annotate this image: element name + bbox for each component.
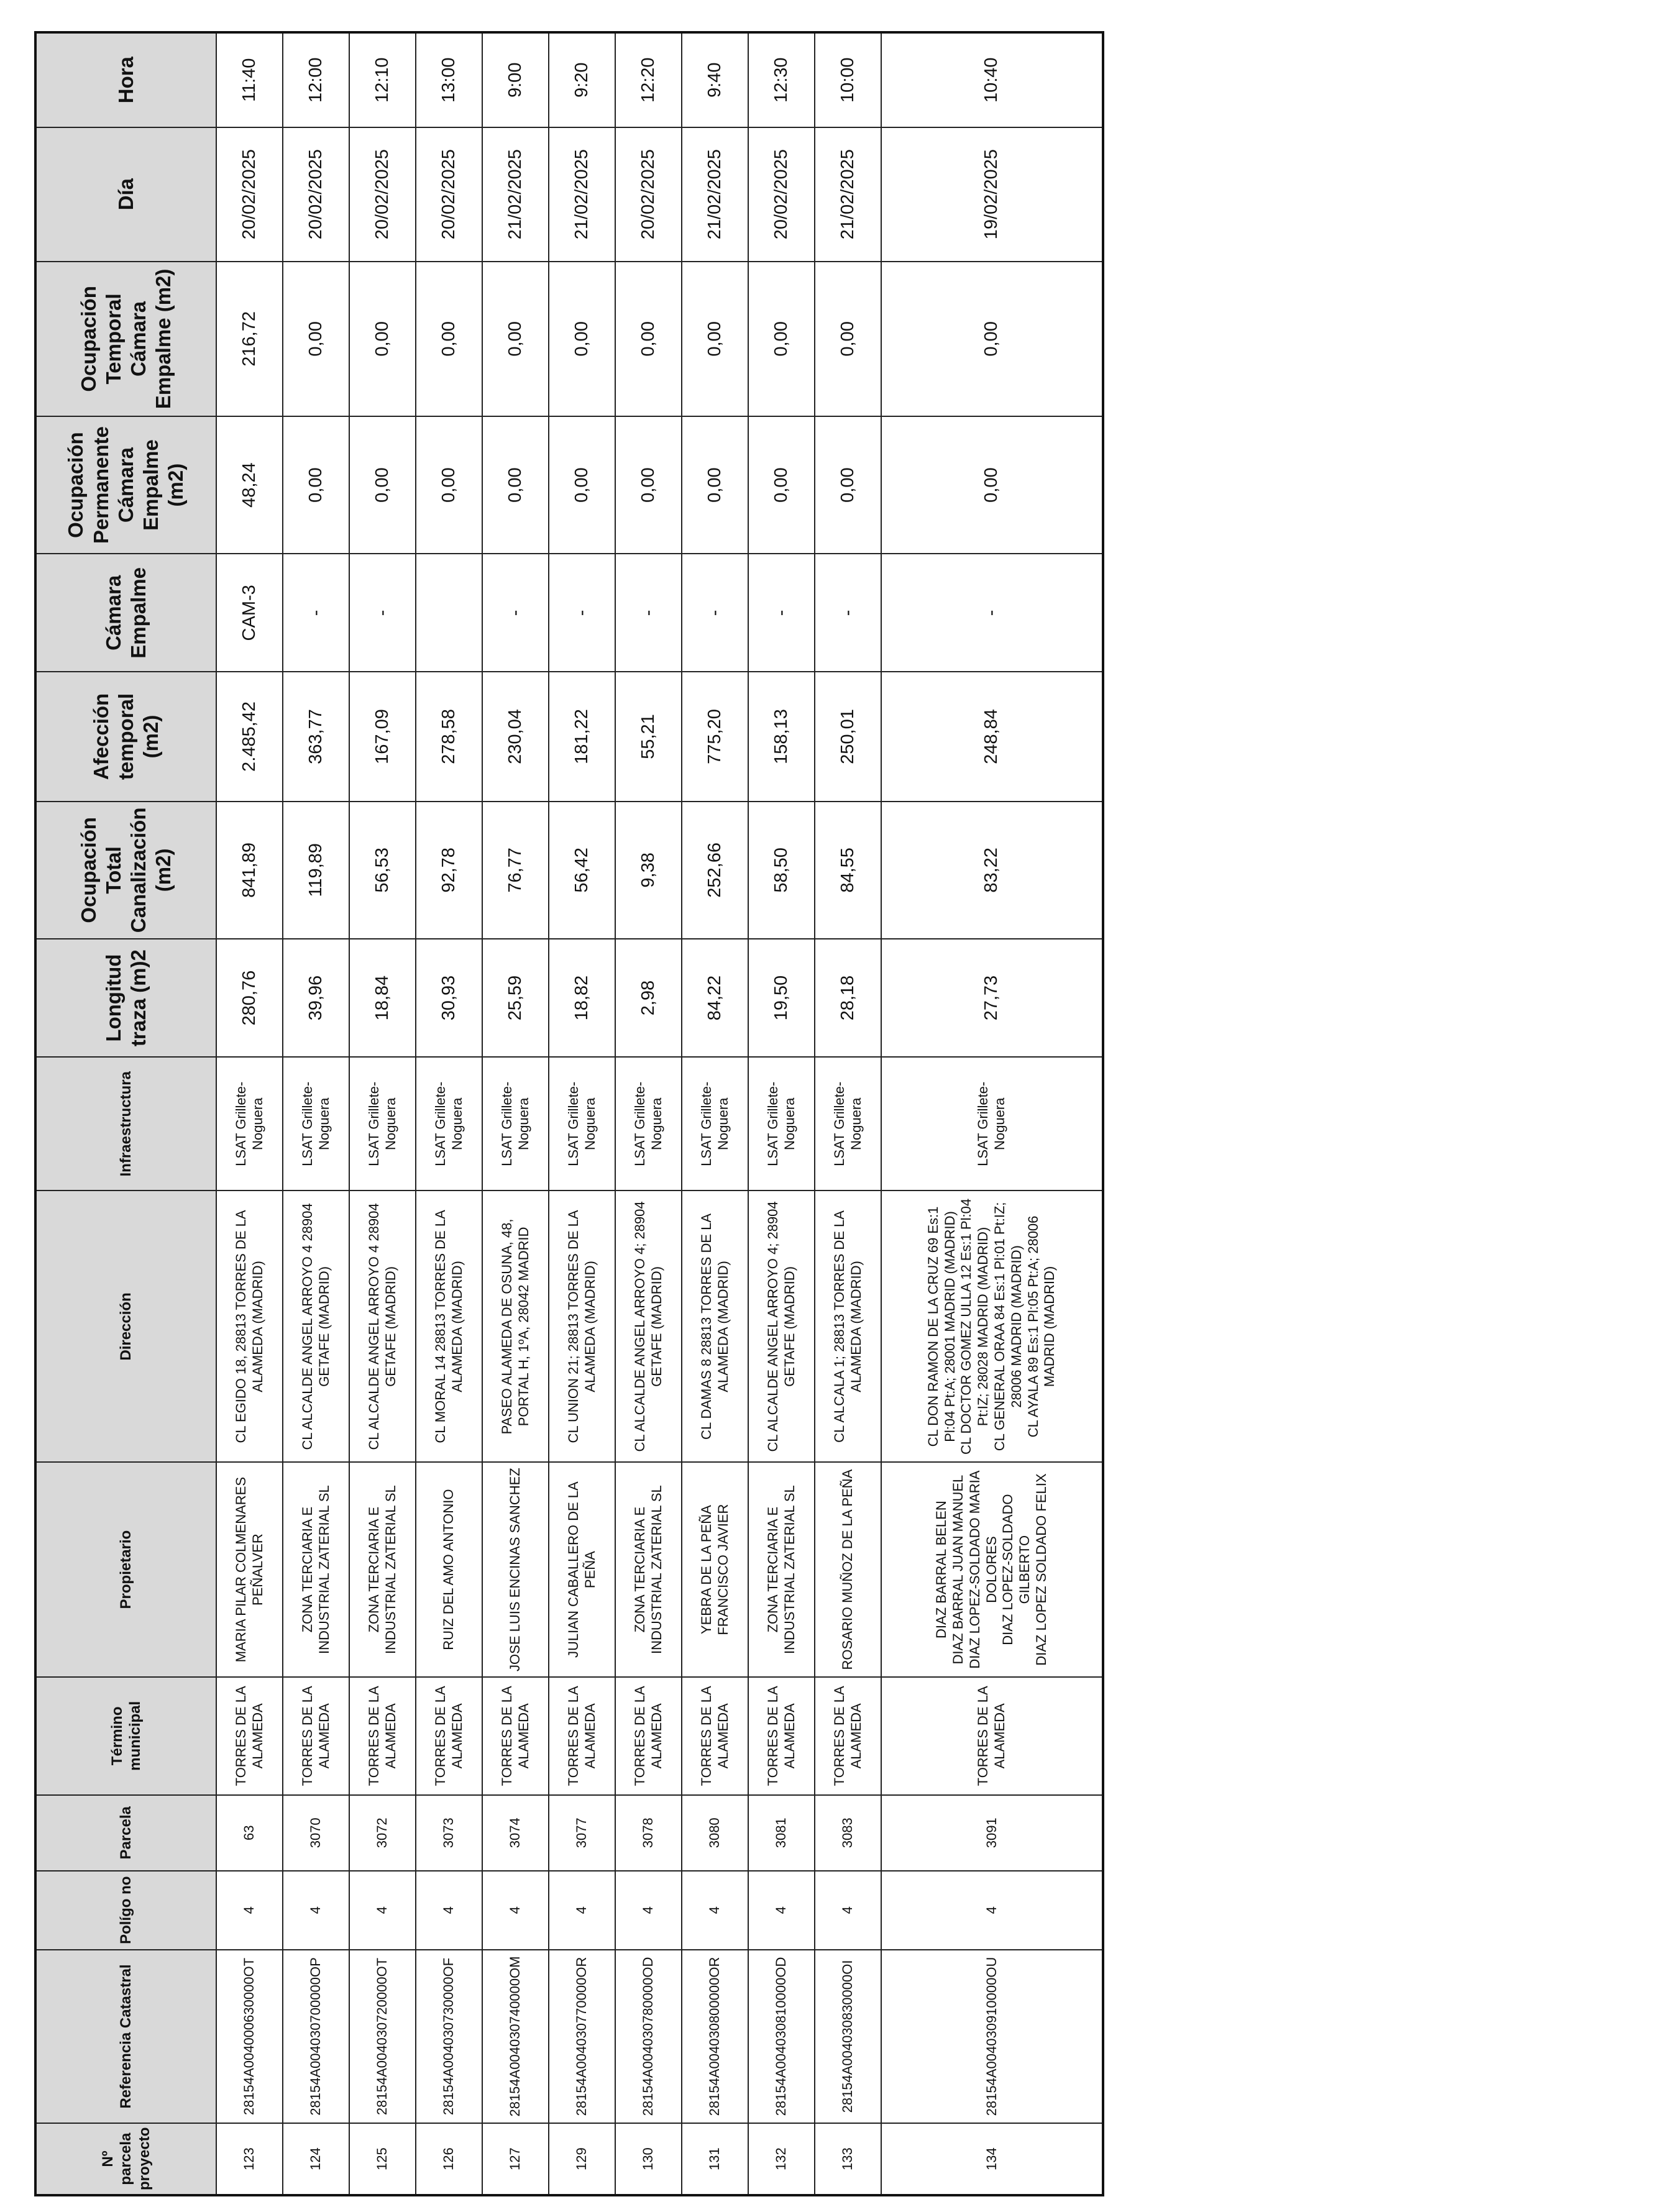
table-row — [416, 32, 482, 2195]
cell-ocupacion-permanente: 0,00 — [283, 416, 349, 554]
cell-hora: 12:10 — [349, 32, 416, 127]
cell-camara: CAM-3 — [216, 554, 283, 672]
cell-referencia: 28154A004000630000OT — [216, 1950, 283, 2123]
cell-hora: 9:40 — [682, 32, 748, 127]
cell-afeccion: 167,09 — [349, 672, 416, 801]
cell-direccion: CL ALCALDE ANGEL ARROYO 4 28904 GETAFE (MADRID) — [283, 1191, 349, 1463]
cell-ocupacion-total: 84,55 — [815, 802, 881, 939]
cell-longitud: 18,84 — [349, 939, 416, 1057]
table-header-row — [35, 32, 216, 2195]
cell-dia: 20/02/2025 — [748, 127, 815, 262]
cell-parcela: 3073 — [416, 1795, 482, 1871]
cell-hora: 13:00 — [416, 32, 482, 127]
cell-referencia: 28154A004030720000OT — [349, 1950, 416, 2123]
cell-termino: TORRES DE LA ALAMEDA — [682, 1677, 748, 1795]
owner-line: DIAZ BARRAL JUAN MANUEL — [950, 1474, 966, 1665]
cell-parcela: 3072 — [349, 1795, 416, 1871]
cell-hora: 12:30 — [748, 32, 815, 127]
cell-ocupacion-temporal: 216,72 — [216, 262, 283, 416]
cell-ocupacion-temporal: 0,00 — [615, 262, 682, 416]
cell-direccion — [881, 1191, 1103, 1463]
cell-parcela: 3081 — [748, 1795, 815, 1871]
cell-n-parcela: 127 — [482, 2123, 549, 2195]
table-row — [881, 32, 1103, 2195]
cell-n-parcela: 130 — [615, 2123, 682, 2195]
cell-n-parcela: 124 — [283, 2123, 349, 2195]
cell-termino: TORRES DE LA ALAMEDA — [748, 1677, 815, 1795]
document-page — [34, 31, 1088, 2196]
cell-camara: - — [748, 554, 815, 672]
cell-dia: 19/02/2025 — [881, 127, 1103, 262]
cell-dia: 21/02/2025 — [549, 127, 615, 262]
cell-ocupacion-temporal: 0,00 — [549, 262, 615, 416]
cell-termino: TORRES DE LA ALAMEDA — [549, 1677, 615, 1795]
cell-propietario: MARIA PILAR COLMENARES PEÑALVER — [216, 1462, 283, 1676]
cell-poligono: 4 — [216, 1871, 283, 1950]
header-referencia: Referencia Catastral — [35, 1950, 216, 2123]
cell-ocupacion-temporal: 0,00 — [748, 262, 815, 416]
table-row — [549, 32, 615, 2195]
cell-n-parcela: 125 — [349, 2123, 416, 2195]
cell-ocupacion-temporal: 0,00 — [881, 262, 1103, 416]
address-line: CL AYALA 89 Es:1 Pl:05 Pt:A; 28006 MADRID (MADRID) — [1025, 1215, 1058, 1438]
cell-afeccion: 775,20 — [682, 672, 748, 801]
table-row — [748, 32, 815, 2195]
cell-ocupacion-total: 83,22 — [881, 802, 1103, 939]
header-ocupacion-permanente: Ocupación Permanente Cámara Empalme (m2) — [35, 416, 216, 554]
table-row — [482, 32, 549, 2195]
cell-afeccion: 55,21 — [615, 672, 682, 801]
cell-afeccion: 278,58 — [416, 672, 482, 801]
table-row — [283, 32, 349, 2195]
address-line: CL GENERAL ORAA 84 Es:1 Pl:01 Pt:IZ; 28006 MADRID (MADRID) — [992, 1202, 1024, 1451]
cell-propietario: YEBRA DE LA PEÑA FRANCISCO JAVIER — [682, 1462, 748, 1676]
cell-n-parcela: 134 — [881, 2123, 1103, 2195]
cell-referencia: 28154A004030800000OR — [682, 1950, 748, 2123]
header-ocupacion-total: Ocupación Total Canalización (m2) — [35, 802, 216, 939]
cell-ocupacion-permanente: 0,00 — [682, 416, 748, 554]
cell-longitud: 25,59 — [482, 939, 549, 1057]
cell-ocupacion-total: 92,78 — [416, 802, 482, 939]
header-infraestructura: Infraestructura — [35, 1057, 216, 1191]
cell-hora: 10:00 — [815, 32, 881, 127]
cell-propietario: ZONA TERCIARIA E INDUSTRIAL ZATERIAL SL — [349, 1462, 416, 1676]
header-ocupacion-temporal: Ocupación Temporal Cámara Empalme (m2) — [35, 262, 216, 416]
owner-line: DIAZ LOPEZ-SOLDADO MARIA DOLORES — [966, 1470, 999, 1669]
cell-termino: TORRES DE LA ALAMEDA — [615, 1677, 682, 1795]
cell-dia: 20/02/2025 — [349, 127, 416, 262]
cell-camara: - — [815, 554, 881, 672]
cell-referencia: 28154A004030700000OP — [283, 1950, 349, 2123]
cell-afeccion: 181,22 — [549, 672, 615, 801]
cell-dia: 21/02/2025 — [682, 127, 748, 262]
cell-propietario: RUIZ DEL AMO ANTONIO — [416, 1462, 482, 1676]
cell-ocupacion-permanente: 0,00 — [482, 416, 549, 554]
cell-n-parcela: 131 — [682, 2123, 748, 2195]
cell-referencia: 28154A004030770000OR — [549, 1950, 615, 2123]
cell-direccion: CL EGIDO 18, 28813 TORRES DE LA ALAMEDA (MADRID) — [216, 1191, 283, 1463]
cell-afeccion: 230,04 — [482, 672, 549, 801]
owner-line: DIAZ BARRAL BELEN — [933, 1501, 950, 1638]
cell-ocupacion-permanente: 0,00 — [349, 416, 416, 554]
cell-camara — [416, 554, 482, 672]
cell-dia: 21/02/2025 — [815, 127, 881, 262]
cell-ocupacion-permanente: 0,00 — [881, 416, 1103, 554]
cell-ocupacion-total: 58,50 — [748, 802, 815, 939]
header-dia: Día — [35, 127, 216, 262]
cell-direccion: CL ALCALDE ANGEL ARROYO 4 28904 GETAFE (MADRID) — [349, 1191, 416, 1463]
cell-infraestructura: LSAT Grillete-Noguera — [416, 1057, 482, 1191]
cell-n-parcela: 123 — [216, 2123, 283, 2195]
cell-poligono: 4 — [682, 1871, 748, 1950]
cell-ocupacion-temporal: 0,00 — [815, 262, 881, 416]
cell-longitud: 84,22 — [682, 939, 748, 1057]
cell-hora: 12:00 — [283, 32, 349, 127]
cell-camara: - — [881, 554, 1103, 672]
header-camara: Cámara Empalme — [35, 554, 216, 672]
cell-camara: - — [615, 554, 682, 672]
cell-infraestructura: LSAT Grillete-Noguera — [349, 1057, 416, 1191]
table-row — [815, 32, 881, 2195]
cell-ocupacion-permanente: 0,00 — [615, 416, 682, 554]
cell-infraestructura: LSAT Grillete-Noguera — [549, 1057, 615, 1191]
cell-direccion: CL DAMAS 8 28813 TORRES DE LA ALAMEDA (MADRID) — [682, 1191, 748, 1463]
cell-ocupacion-permanente: 0,00 — [549, 416, 615, 554]
cell-hora: 9:20 — [549, 32, 615, 127]
cell-afeccion: 363,77 — [283, 672, 349, 801]
cell-parcela: 3083 — [815, 1795, 881, 1871]
cell-longitud: 28,18 — [815, 939, 881, 1057]
cell-ocupacion-temporal: 0,00 — [482, 262, 549, 416]
cell-parcela: 3070 — [283, 1795, 349, 1871]
cell-n-parcela: 129 — [549, 2123, 615, 2195]
table-row — [349, 32, 416, 2195]
header-hora: Hora — [35, 32, 216, 127]
cell-parcela: 3077 — [549, 1795, 615, 1871]
header-direccion: Dirección — [35, 1191, 216, 1463]
table-row — [216, 32, 283, 2195]
cell-infraestructura: LSAT Grillete-Noguera — [881, 1057, 1103, 1191]
cell-hora: 10:40 — [881, 32, 1103, 127]
cell-termino: TORRES DE LA ALAMEDA — [349, 1677, 416, 1795]
cell-dia: 21/02/2025 — [482, 127, 549, 262]
cell-referencia: 28154A004030810000OD — [748, 1950, 815, 2123]
cell-hora: 12:20 — [615, 32, 682, 127]
cell-termino: TORRES DE LA ALAMEDA — [216, 1677, 283, 1795]
cell-ocupacion-permanente: 0,00 — [416, 416, 482, 554]
cell-referencia: 28154A004030740000OM — [482, 1950, 549, 2123]
cell-poligono: 4 — [482, 1871, 549, 1950]
cell-direccion: CL ALCALA 1; 28813 TORRES DE LA ALAMEDA (MADRID) — [815, 1191, 881, 1463]
cell-n-parcela: 133 — [815, 2123, 881, 2195]
cell-referencia: 28154A004030730000OF — [416, 1950, 482, 2123]
cell-ocupacion-permanente: 0,00 — [748, 416, 815, 554]
cell-longitud: 18,82 — [549, 939, 615, 1057]
cell-ocupacion-permanente: 0,00 — [815, 416, 881, 554]
cell-direccion: CL MORAL 14 28813 TORRES DE LA ALAMEDA (MADRID) — [416, 1191, 482, 1463]
cell-poligono: 4 — [283, 1871, 349, 1950]
cell-referencia: 28154A004030910000OU — [881, 1950, 1103, 2123]
table-row — [682, 32, 748, 2195]
cell-termino: TORRES DE LA ALAMEDA — [881, 1677, 1103, 1795]
cell-ocupacion-total: 119,89 — [283, 802, 349, 939]
header-termino: Término municipal — [35, 1677, 216, 1795]
cell-infraestructura: LSAT Grillete-Noguera — [748, 1057, 815, 1191]
cell-propietario: JOSE LUIS ENCINAS SANCHEZ — [482, 1462, 549, 1676]
cell-infraestructura: LSAT Grillete-Noguera — [482, 1057, 549, 1191]
cell-longitud: 19,50 — [748, 939, 815, 1057]
cell-poligono: 4 — [815, 1871, 881, 1950]
cell-ocupacion-permanente: 48,24 — [216, 416, 283, 554]
cell-parcela: 3091 — [881, 1795, 1103, 1871]
header-parcela: Parcela — [35, 1795, 216, 1871]
cell-afeccion: 2.485,42 — [216, 672, 283, 801]
cell-parcela: 3078 — [615, 1795, 682, 1871]
address-line: CL DON RAMON DE LA CRUZ 69 Es:1 Pl:04 Pt:A; 28001 MADRID (MADRID) — [925, 1206, 958, 1447]
cell-poligono: 4 — [549, 1871, 615, 1950]
cell-infraestructura: LSAT Grillete-Noguera — [682, 1057, 748, 1191]
cell-dia: 20/02/2025 — [216, 127, 283, 262]
cell-dia: 20/02/2025 — [615, 127, 682, 262]
cell-camara: - — [283, 554, 349, 672]
cell-direccion: CL UNION 21; 28813 TORRES DE LA ALAMEDA (MADRID) — [549, 1191, 615, 1463]
header-poligono: Polígo no — [35, 1871, 216, 1950]
cell-termino: TORRES DE LA ALAMEDA — [283, 1677, 349, 1795]
cell-longitud: 30,93 — [416, 939, 482, 1057]
cell-ocupacion-total: 56,53 — [349, 802, 416, 939]
cell-camara: - — [482, 554, 549, 672]
cell-afeccion: 250,01 — [815, 672, 881, 801]
cell-direccion: CL ALCALDE ANGEL ARROYO 4; 28904 GETAFE (MADRID) — [748, 1191, 815, 1463]
cell-propietario: ZONA TERCIARIA E INDUSTRIAL ZATERIAL SL — [283, 1462, 349, 1676]
cell-propietario — [881, 1462, 1103, 1676]
cell-longitud: 39,96 — [283, 939, 349, 1057]
cell-poligono: 4 — [349, 1871, 416, 1950]
cell-referencia: 28154A004030780000OD — [615, 1950, 682, 2123]
header-longitud: Longitud traza (m)2 — [35, 939, 216, 1057]
cell-parcela: 63 — [216, 1795, 283, 1871]
cell-ocupacion-total: 76,77 — [482, 802, 549, 939]
owner-line: DIAZ LOPEZ-SOLDADO GILBERTO — [1000, 1494, 1033, 1645]
cell-termino: TORRES DE LA ALAMEDA — [482, 1677, 549, 1795]
cell-camara: - — [549, 554, 615, 672]
cell-infraestructura: LSAT Grillete-Noguera — [615, 1057, 682, 1191]
header-n-parcela: Nº parcela proyecto — [35, 2123, 216, 2195]
cell-dia: 20/02/2025 — [283, 127, 349, 262]
cell-dia: 20/02/2025 — [416, 127, 482, 262]
cell-afeccion: 158,13 — [748, 672, 815, 801]
cell-poligono: 4 — [748, 1871, 815, 1950]
header-afeccion: Afección temporal (m2) — [35, 672, 216, 801]
cell-poligono: 4 — [416, 1871, 482, 1950]
cell-hora: 9:00 — [482, 32, 549, 127]
table-row — [615, 32, 682, 2195]
cell-longitud: 27,73 — [881, 939, 1103, 1057]
cell-ocupacion-total: 841,89 — [216, 802, 283, 939]
cell-camara: - — [349, 554, 416, 672]
cell-poligono: 4 — [881, 1871, 1103, 1950]
cell-termino: TORRES DE LA ALAMEDA — [416, 1677, 482, 1795]
owner-line: DIAZ LOPEZ SOLDADO FELIX — [1033, 1473, 1050, 1666]
cell-poligono: 4 — [615, 1871, 682, 1950]
cell-propietario: ZONA TERCIARIA E INDUSTRIAL ZATERIAL SL — [615, 1462, 682, 1676]
cell-propietario: ROSARIO MUÑOZ DE LA PEÑA — [815, 1462, 881, 1676]
cell-parcela: 3080 — [682, 1795, 748, 1871]
cell-direccion: CL ALCALDE ANGEL ARROYO 4; 28904 GETAFE (MADRID) — [615, 1191, 682, 1463]
cell-afeccion: 248,84 — [881, 672, 1103, 801]
cell-termino: TORRES DE LA ALAMEDA — [815, 1677, 881, 1795]
cell-infraestructura: LSAT Grillete-Noguera — [815, 1057, 881, 1191]
cell-hora: 11:40 — [216, 32, 283, 127]
cell-n-parcela: 126 — [416, 2123, 482, 2195]
cell-camara: - — [682, 554, 748, 672]
cell-n-parcela: 132 — [748, 2123, 815, 2195]
cell-ocupacion-temporal: 0,00 — [349, 262, 416, 416]
cell-propietario: ZONA TERCIARIA E INDUSTRIAL ZATERIAL SL — [748, 1462, 815, 1676]
address-line: CL DOCTOR GOMEZ ULLA 12 Es:1 Pl:04 Pt:IZ; 28028 MADRID (MADRID) — [958, 1198, 991, 1455]
cell-ocupacion-temporal: 0,00 — [283, 262, 349, 416]
cell-infraestructura: LSAT Grillete-Noguera — [216, 1057, 283, 1191]
cell-referencia: 28154A004030830000OI — [815, 1950, 881, 2123]
cell-infraestructura: LSAT Grillete-Noguera — [283, 1057, 349, 1191]
cell-longitud: 2,98 — [615, 939, 682, 1057]
cell-parcela: 3074 — [482, 1795, 549, 1871]
cell-ocupacion-temporal: 0,00 — [682, 262, 748, 416]
cell-ocupacion-temporal: 0,00 — [416, 262, 482, 416]
cell-ocupacion-total: 56,42 — [549, 802, 615, 939]
parcel-table — [34, 31, 1104, 2196]
header-propietario: Propietario — [35, 1462, 216, 1676]
cell-ocupacion-total: 9,38 — [615, 802, 682, 939]
cell-ocupacion-total: 252,66 — [682, 802, 748, 939]
cell-longitud: 280,76 — [216, 939, 283, 1057]
cell-direccion: PASEO ALAMEDA DE OSUNA, 48, PORTAL H, 1ºA, 28042 MADRID — [482, 1191, 549, 1463]
cell-propietario: JULIAN CABALLERO DE LA PEÑA — [549, 1462, 615, 1676]
